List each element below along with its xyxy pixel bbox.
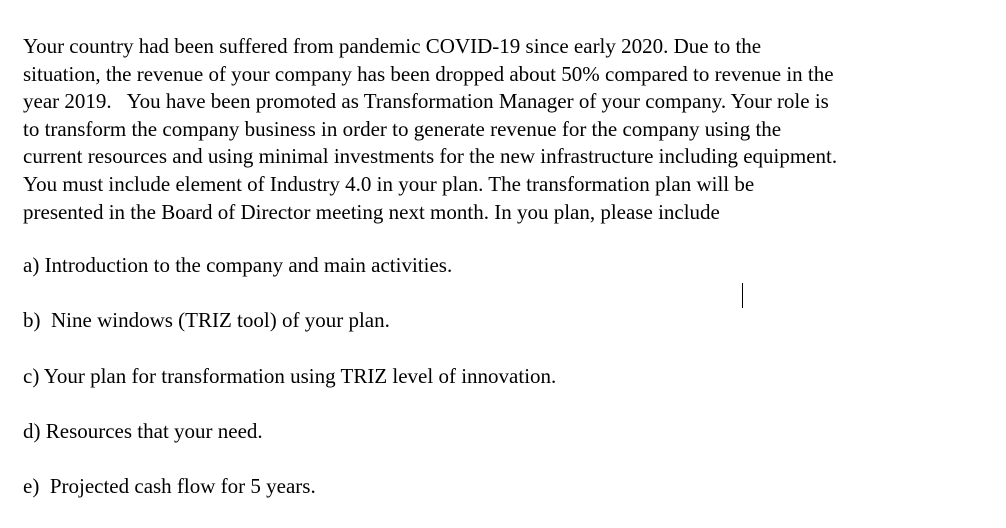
document-body [23,33,983,528]
intro-line: You must include element of Industry 4.0 in your plan. The transformation plan will be [23,171,755,196]
list-item-c: c) Your plan for transformation using TRIZ level of innovation. [23,363,557,388]
intro-line: situation, the revenue of your company has been dropped about 50% compared to revenue in the [23,61,834,86]
text-cursor [742,283,743,308]
intro-line: Your country had been suffered from pandemic COVID-19 since early 2020. Due to the [23,34,762,58]
list-item-b: b) Nine windows (TRIZ tool) of your plan. [23,308,390,333]
requirements-list [23,252,983,500]
list-item-a: a) Introduction to the company and main activities. [23,253,453,278]
list-item-d: d) Resources that your need. [23,418,263,443]
intro-paragraph [23,33,983,226]
intro-line: presented in the Board of Director meeting next month. In you plan, please include [23,199,720,224]
intro-line: year 2019. You have been promoted as Transformation Manager of your company. Your role is [23,89,829,114]
list-item-e: e) Projected cash flow for 5 years. [23,473,316,498]
intro-line: to transform the company business in order to generate revenue for the company using the [23,116,782,141]
intro-line: current resources and using minimal investments for the new infrastructure including equipment. [23,144,838,169]
